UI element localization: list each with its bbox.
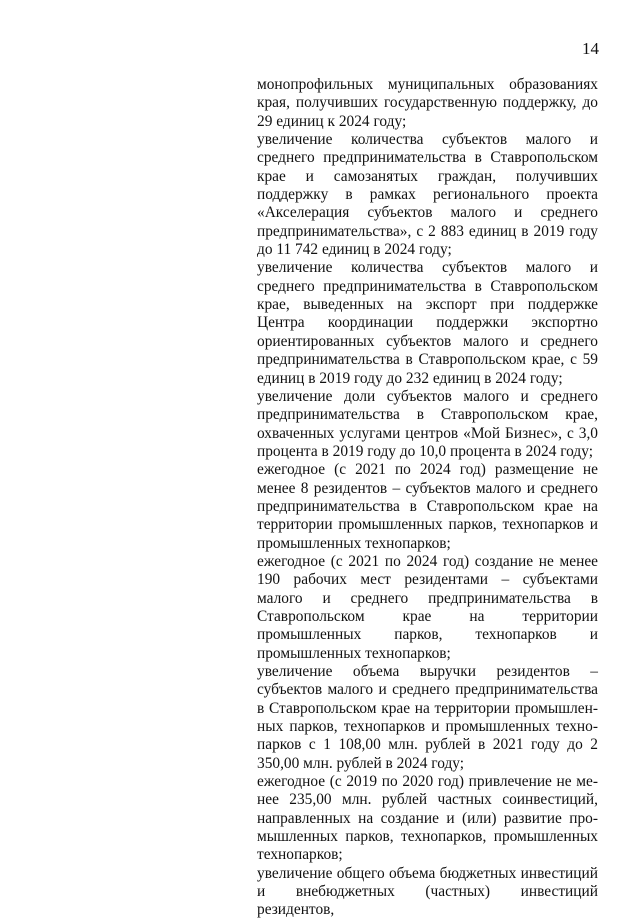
paragraph-9: увеличение общего объема бюджетных инвестиций и внебюджетных (частных) инвестиций резидентов, (257, 864, 598, 919)
paragraph-8: ежегодное (с 2019 по 2020 год) привлечение не менее 235,00 млн. рублей частных соинвестиций, направленных на создание и (или) развитие промышленных парков, технопарков, промышленных технопарков; (257, 773, 598, 864)
paragraph-2: увеличение количества субъектов малого и среднего предпринимательства в Ставропольском крае и самозанятых граждан, получивших поддержку в рамках регионального проекта «Акселерация субъектов малого и среднего предпринимательства», с 2 883 единиц в 2019 году до 11 742 единиц в 2024 году; (257, 131, 598, 259)
document-body (257, 76, 598, 920)
paragraph-1: монопрофильных муниципальных образованиях края, получивших государственную поддержку, до 29 единиц к 2024 году; (257, 76, 598, 130)
paragraph-4: увеличение доли субъектов малого и среднего предпринимательства в Ставропольском крае, охваченных услугами центров «Мой Бизнес», с 3,0 процента в 2019 году до 10,0 процента в 2024 году; (257, 387, 598, 460)
paragraph-3: увеличение количества субъектов малого и среднего предпринимательства в Ставропольском крае, выведенных на экспорт при поддержке Центра координации поддержки экспортно ориентированных субъектов малого и среднего предпринимательства в Ставропольском крае, с 59 единиц в 2019 году до 232 единиц в 2024 году; (257, 259, 598, 387)
paragraph-5: ежегодное (с 2021 по 2024 год) размещение не менее 8 резидентов – субъектов малого и среднего предпринимательства в Ставропольском крае на территории промышленных парков, технопарков и промышленных технопарков; (257, 461, 598, 552)
page-number: 14 (582, 39, 599, 58)
paragraph-7: увеличение объема выручки резидентов – субъектов малого и среднего предпринимательства в Ставропольском крае на территории промышленных парков, технопарков и промышленных технопарков с 1 108,00 млн. рублей в 2021 году до 2 350,00 млн. рублей в 2024 году; (257, 663, 598, 772)
paragraph-6: ежегодное (с 2021 по 2024 год) создание не менее 190 рабочих мест резидентами – субъектами малого и среднего предпринимательства в Ставропольском крае на территории промышленных парков, технопарков и промышленных технопарков; (257, 552, 598, 662)
